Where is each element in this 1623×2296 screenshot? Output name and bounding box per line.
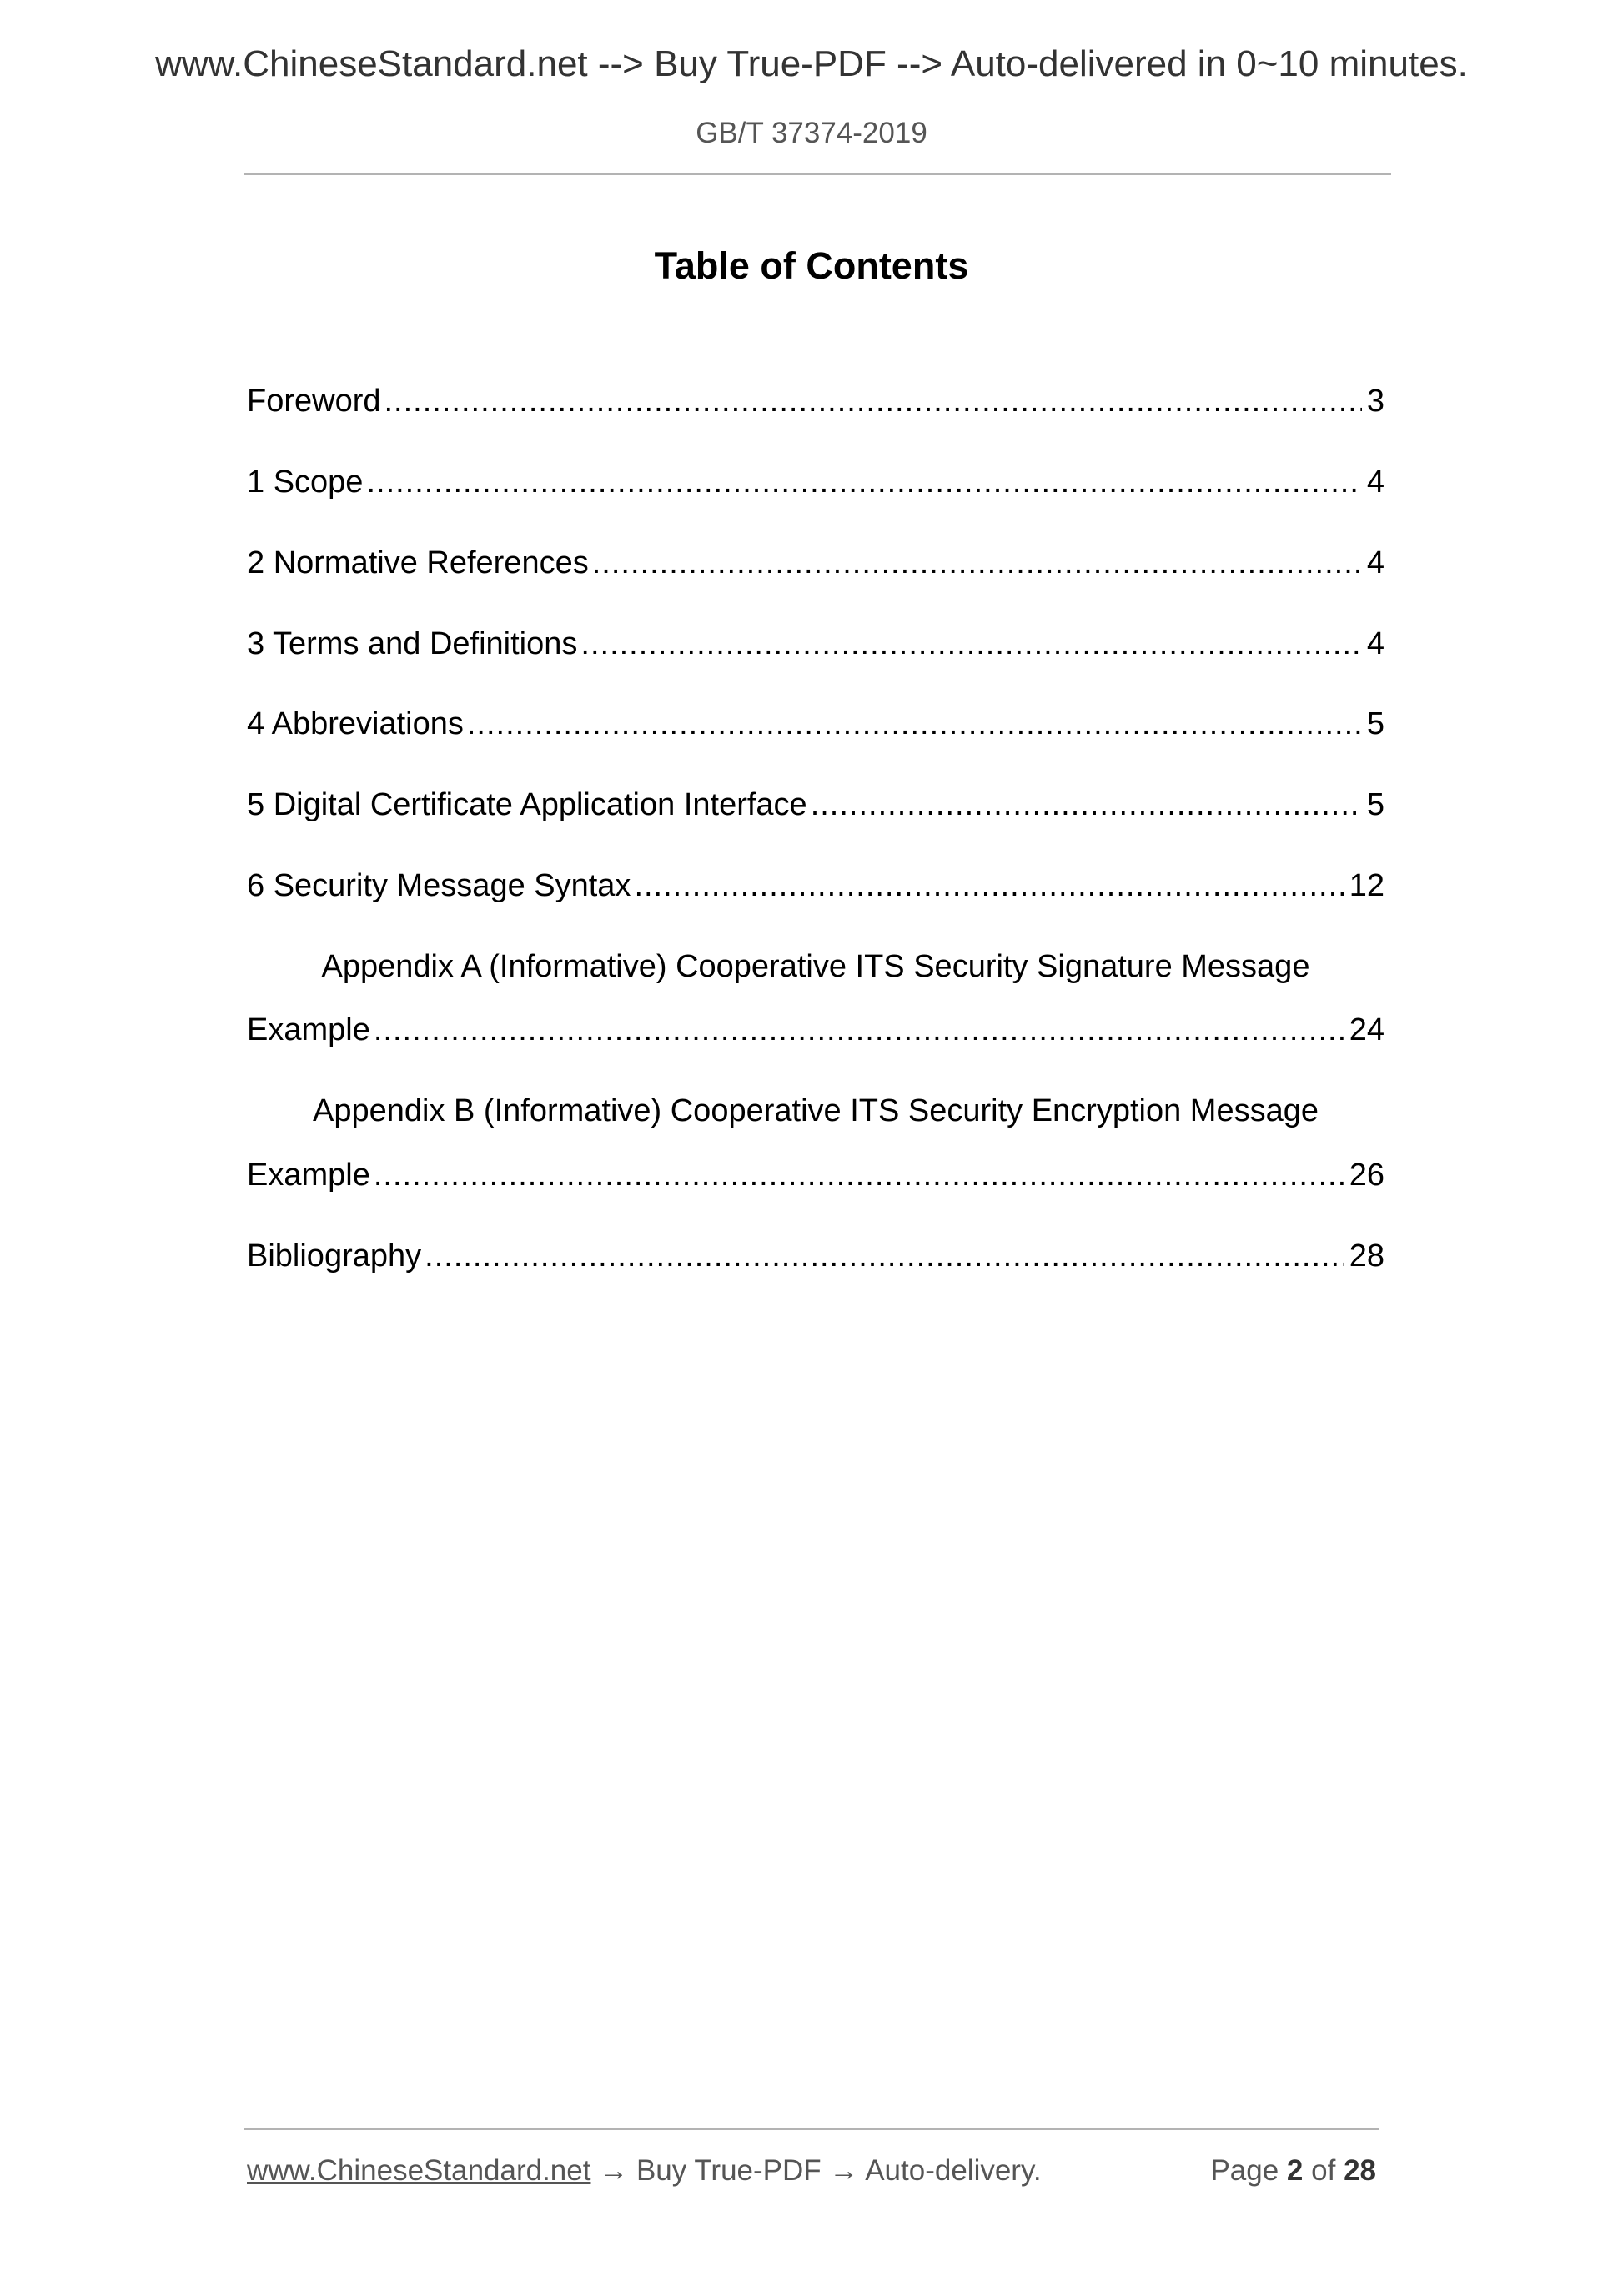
toc-dot-leader <box>366 460 1361 504</box>
toc-entry-label: Example <box>247 1158 370 1193</box>
toc-entry-scope[interactable] <box>247 460 1384 504</box>
page-footer <box>247 2150 1383 2192</box>
toc-dot-leader <box>374 1153 1344 1197</box>
toc-entry-label: 3 Terms and Definitions <box>247 626 578 661</box>
page-indicator <box>1210 2150 1376 2192</box>
toc-entry-foreword[interactable] <box>247 379 1384 423</box>
toc-entry-page: 3 <box>1366 384 1384 419</box>
toc-entry-label: 2 Normative References <box>247 545 589 580</box>
toc-entry-appendix-a[interactable] <box>247 1008 1384 1052</box>
document-code: GB/T 37374-2019 <box>696 117 927 149</box>
toc-dot-leader <box>467 702 1362 746</box>
toc-entry-page: 5 <box>1366 706 1384 741</box>
toc-dot-leader <box>384 379 1362 423</box>
toc-entry-page: 26 <box>1349 1158 1384 1193</box>
toc-dot-leader <box>811 783 1362 826</box>
page-total: 28 <box>1344 2154 1376 2187</box>
toc-entry-page: 24 <box>1349 1012 1384 1048</box>
toc-entry-label: 5 Digital Certificate Application Interface <box>247 787 807 822</box>
toc-entry-page: 28 <box>1349 1238 1384 1274</box>
toc-entry-bibliography[interactable] <box>247 1234 1384 1278</box>
toc-entry-page: 4 <box>1366 626 1384 661</box>
toc-entry-digital-certificate-interface[interactable] <box>247 783 1384 826</box>
toc-entry-label: 4 Abbreviations <box>247 706 464 741</box>
toc-dot-leader <box>374 1008 1344 1052</box>
toc-dot-leader <box>580 622 1361 666</box>
footer-buy-text: Buy True-PDF <box>636 2154 822 2187</box>
toc-title: Table of Contents <box>654 244 969 287</box>
toc-dot-leader <box>592 541 1362 585</box>
toc-entry-page: 5 <box>1366 787 1384 822</box>
toc-entry-normative-references[interactable] <box>247 541 1384 585</box>
toc-entry-abbreviations[interactable] <box>247 702 1384 746</box>
toc-entry-page: 4 <box>1366 465 1384 500</box>
toc-entry-label: Example <box>247 1012 370 1048</box>
toc-entry-label: Foreword <box>247 384 381 419</box>
page-current: 2 <box>1286 2154 1304 2187</box>
toc-entry-security-message-syntax[interactable] <box>247 864 1384 907</box>
footer-site-link[interactable]: www.ChineseStandard.net <box>247 2154 591 2187</box>
toc-entry-page: 12 <box>1349 868 1384 903</box>
arrow-right-icon: → <box>599 2154 629 2187</box>
page-word: Page <box>1210 2154 1279 2187</box>
toc-entry-page: 4 <box>1366 545 1384 580</box>
toc-entry-label: 6 Security Message Syntax <box>247 868 631 903</box>
header-divider <box>244 173 1391 175</box>
toc-entry-appendix-b[interactable] <box>247 1153 1384 1197</box>
footer-divider <box>244 2128 1379 2130</box>
footer-delivery-text: Auto-delivery. <box>865 2154 1042 2187</box>
toc-dot-leader <box>634 864 1344 907</box>
toc-entry-label: Bibliography <box>247 1238 422 1274</box>
toc-entry-terms-and-definitions[interactable] <box>247 622 1384 666</box>
toc-appendix-a-title[interactable]: Appendix A (Informative) Cooperative ITS Security Signature Message <box>321 949 1310 984</box>
arrow-right-icon: → <box>829 2154 859 2187</box>
of-word: of <box>1311 2154 1336 2187</box>
top-banner: www.ChineseStandard.net --> Buy True-PDF --> Auto-delivered in 0~10 minutes. <box>155 43 1468 84</box>
toc-entry-label: 1 Scope <box>247 465 364 500</box>
toc-dot-leader <box>425 1234 1344 1278</box>
toc-appendix-b-title[interactable]: Appendix B (Informative) Cooperative ITS Security Encryption Message <box>313 1093 1319 1128</box>
